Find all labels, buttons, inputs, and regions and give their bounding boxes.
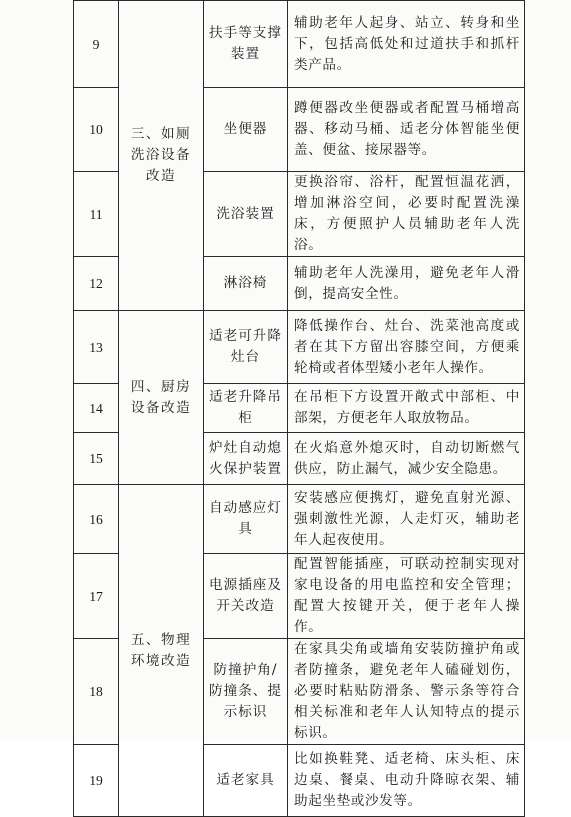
item-name: 坐便器 [204, 88, 288, 172]
table-row [74, 1, 525, 88]
item-name: 自动感应灯具 [204, 485, 288, 554]
item-name: 洗浴装置 [204, 172, 288, 257]
item-name: 适老家具 [204, 745, 288, 817]
item-name: 淋浴椅 [204, 257, 288, 311]
row-number: 15 [74, 433, 119, 485]
item-name: 炉灶自动熄火保护装置 [204, 433, 288, 485]
row-number: 19 [74, 745, 119, 817]
item-name: 防撞护角/防撞条、提示标识 [204, 639, 288, 745]
category-cell: 五、物理环境改造 [119, 485, 204, 817]
item-name: 电源插座及开关改造 [204, 554, 288, 639]
item-description: 辅助老年人洗澡用，避免老年人滑倒，提高安全性。 [288, 257, 525, 311]
table-row [74, 485, 525, 554]
category-cell: 四、厨房设备改造 [119, 311, 204, 485]
row-number: 16 [74, 485, 119, 554]
row-number: 18 [74, 639, 119, 745]
row-number: 14 [74, 384, 119, 433]
item-name: 扶手等支撑装置 [204, 1, 288, 88]
item-description: 在吊柜下方设置开敞式中部柜、中部架，方便老年人取放物品。 [288, 384, 525, 433]
item-description: 比如换鞋凳、适老椅、床头柜、床边桌、餐桌、电动升降晾衣架、辅助起坐垫或沙发等。 [288, 745, 525, 817]
item-name: 适老可升降灶台 [204, 311, 288, 384]
row-number: 9 [74, 1, 119, 88]
item-description: 蹲便器改坐便器或者配置马桶增高器、移动马桶、适老分体智能坐便盖、便盆、接尿器等。 [288, 88, 525, 172]
item-description: 配置智能插座，可联动控制实现对家电设备的用电监控和安全管理；配置大按键开关，便于老年人操作。 [288, 554, 525, 639]
category-cell: 三、如厕洗浴设备改造 [119, 1, 204, 311]
row-number: 17 [74, 554, 119, 639]
item-description: 在火焰意外熄灭时，自动切断燃气供应，防止漏气，减少安全隐患。 [288, 433, 525, 485]
item-description: 在家具尖角或墙角安装防撞护角或者防撞条，避免老年人磕碰划伤，必要时粘贴防滑条、警示条等符合相关标准和老年人认知特点的提示标识。 [288, 639, 525, 745]
row-number: 10 [74, 88, 119, 172]
renovation-items-table [73, 0, 525, 817]
item-description: 辅助老年人起身、站立、转身和坐下，包括高低处和过道扶手和抓杆类产品。 [288, 1, 525, 88]
item-description: 安装感应便携灯，避免直射光源、强刺激性光源，人走灯灭，辅助老年人起夜使用。 [288, 485, 525, 554]
item-description: 降低操作台、灶台、洗菜池高度或者在其下方留出容膝空间，方便乘轮椅或者体型矮小老年人操作。 [288, 311, 525, 384]
row-number: 11 [74, 172, 119, 257]
item-name: 适老升降吊柜 [204, 384, 288, 433]
table-row [74, 311, 525, 384]
item-description: 更换浴帘、浴杆，配置恒温花洒，增加淋浴空间，必要时配置洗澡床，方便照护人员辅助老年人洗浴。 [288, 172, 525, 257]
row-number: 13 [74, 311, 119, 384]
row-number: 12 [74, 257, 119, 311]
